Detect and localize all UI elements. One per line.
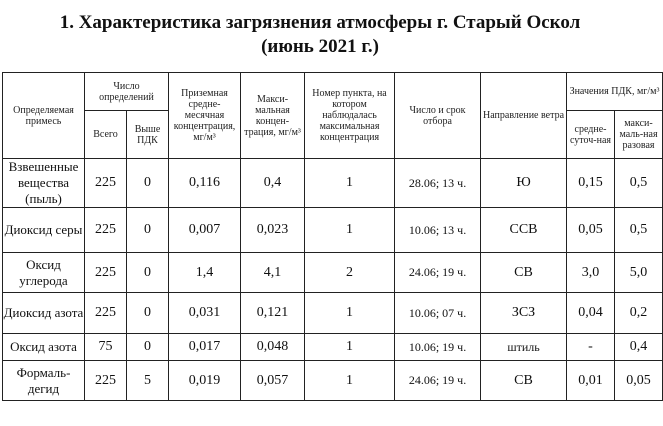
header-pdk: Значения ПДК, мг/м³: [567, 73, 663, 111]
cell-wind: штиль: [481, 334, 567, 361]
cell-date: 10.06; 19 ч.: [395, 334, 481, 361]
document-subtitle: (июнь 2021 г.): [261, 36, 379, 57]
cell-total: 225: [85, 293, 127, 334]
header-point: Номер пункта, на котором наблюдалась максимальная концентрация: [305, 73, 395, 159]
cell-point: 1: [305, 208, 395, 253]
header-count: Число определений: [85, 73, 169, 111]
cell-pdk-daily: 0,05: [567, 208, 615, 253]
cell-above: 0: [127, 253, 169, 293]
cell-date: 24.06; 19 ч.: [395, 361, 481, 401]
cell-total: 75: [85, 334, 127, 361]
cell-total: 225: [85, 361, 127, 401]
cell-pdk-max: 0,4: [615, 334, 663, 361]
cell-max: 4,1: [241, 253, 305, 293]
header-wind: Направление ветра: [481, 73, 567, 159]
cell-max: 0,023: [241, 208, 305, 253]
cell-wind: ССВ: [481, 208, 567, 253]
cell-max: 0,048: [241, 334, 305, 361]
table-row: [3, 159, 663, 208]
cell-date: 10.06; 07 ч.: [395, 293, 481, 334]
cell-pdk-daily: 0,15: [567, 159, 615, 208]
cell-date: 10.06; 13 ч.: [395, 208, 481, 253]
cell-above: 0: [127, 334, 169, 361]
cell-point: 1: [305, 334, 395, 361]
cell-avg: 0,031: [169, 293, 241, 334]
cell-substance: Оксид азота: [3, 334, 85, 361]
cell-above: 0: [127, 159, 169, 208]
cell-point: 1: [305, 361, 395, 401]
cell-substance: Оксид углерода: [3, 253, 85, 293]
cell-point: 2: [305, 253, 395, 293]
pollution-table: [2, 72, 663, 401]
cell-pdk-daily: 0,04: [567, 293, 615, 334]
table-row: [3, 334, 663, 361]
cell-date: 24.06; 19 ч.: [395, 253, 481, 293]
cell-avg: 0,007: [169, 208, 241, 253]
cell-max: 0,057: [241, 361, 305, 401]
cell-avg: 1,4: [169, 253, 241, 293]
cell-avg: 0,017: [169, 334, 241, 361]
cell-max: 0,4: [241, 159, 305, 208]
cell-total: 225: [85, 208, 127, 253]
cell-pdk-max: 0,5: [615, 159, 663, 208]
header-count-total: Всего: [85, 111, 127, 159]
header-max-conc: Макси-мальная концен-трация, мг/м³: [241, 73, 305, 159]
cell-wind: Ю: [481, 159, 567, 208]
header-substance: Определяемая примесь: [3, 73, 85, 159]
cell-wind: ЗСЗ: [481, 293, 567, 334]
cell-pdk-max: 0,05: [615, 361, 663, 401]
cell-pdk-daily: -: [567, 334, 615, 361]
cell-point: 1: [305, 159, 395, 208]
cell-max: 0,121: [241, 293, 305, 334]
table-row: [3, 208, 663, 253]
cell-avg: 0,019: [169, 361, 241, 401]
header-count-above: Выше ПДК: [127, 111, 169, 159]
cell-pdk-max: 0,5: [615, 208, 663, 253]
cell-above: 0: [127, 293, 169, 334]
cell-pdk-max: 0,2: [615, 293, 663, 334]
cell-above: 5: [127, 361, 169, 401]
cell-total: 225: [85, 159, 127, 208]
cell-substance: Диоксид азота: [3, 293, 85, 334]
header-avg-conc: Приземная средне-месячная концентрация, мг/м³: [169, 73, 241, 159]
table-row: [3, 361, 663, 401]
header-pdk-daily: средне-суточ-ная: [567, 111, 615, 159]
cell-point: 1: [305, 293, 395, 334]
cell-pdk-max: 5,0: [615, 253, 663, 293]
table-row: [3, 293, 663, 334]
cell-pdk-daily: 0,01: [567, 361, 615, 401]
cell-avg: 0,116: [169, 159, 241, 208]
cell-wind: СВ: [481, 361, 567, 401]
header-date: Число и срок отбора: [395, 73, 481, 159]
cell-above: 0: [127, 208, 169, 253]
document-title: 1. Характеристика загрязнения атмосферы г. Старый Оскол: [59, 12, 581, 33]
cell-wind: СВ: [481, 253, 567, 293]
cell-substance: Формаль-дегид: [3, 361, 85, 401]
header-pdk-max: макси-маль-ная разовая: [615, 111, 663, 159]
cell-substance: Диоксид серы: [3, 208, 85, 253]
cell-total: 225: [85, 253, 127, 293]
cell-substance: Взвешенные вещества (пыль): [3, 159, 85, 208]
cell-date: 28.06; 13 ч.: [395, 159, 481, 208]
table-row: [3, 253, 663, 293]
cell-pdk-daily: 3,0: [567, 253, 615, 293]
